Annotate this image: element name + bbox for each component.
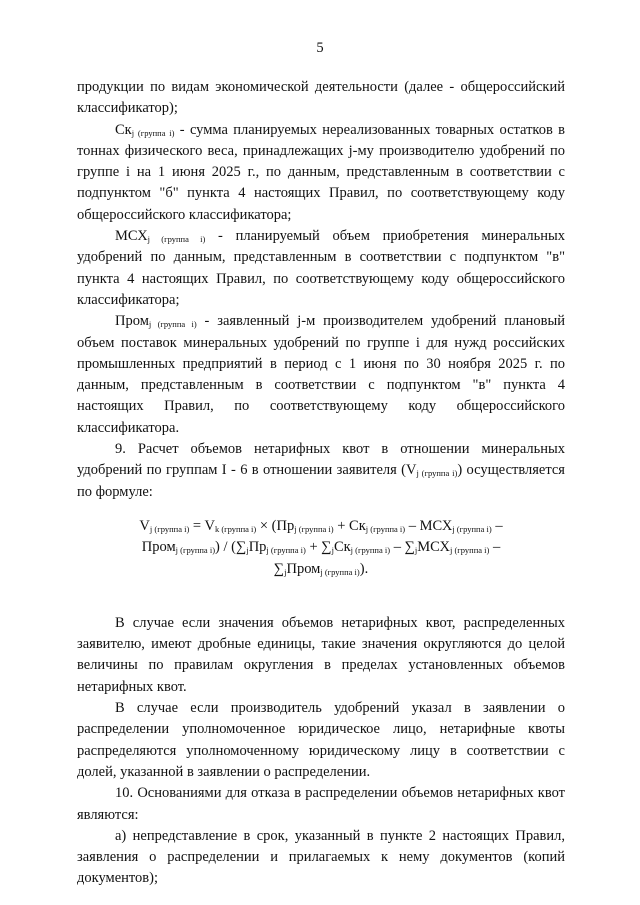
- formula-term: Пром: [141, 539, 176, 556]
- symbol-prom: Пром: [115, 313, 149, 330]
- formula-subscript: j: [414, 545, 418, 556]
- formula-term: × (Пр: [256, 517, 295, 534]
- formula-term: = V: [189, 517, 215, 534]
- formula-line-1: [77, 516, 565, 537]
- quota-formula: [77, 516, 565, 580]
- document-body: [77, 77, 565, 890]
- formula-term: –: [489, 539, 501, 556]
- formula-term: – МСХ: [405, 517, 453, 534]
- clause-text-end: ) осуществляется по формуле:: [77, 462, 565, 500]
- formula-subscript: j (группа i): [365, 523, 406, 534]
- formula-subscript: j: [331, 545, 334, 556]
- formula-term: – ∑: [390, 539, 415, 556]
- formula-subscript: j (группа i): [449, 545, 490, 556]
- formula-term: МСХ: [417, 539, 450, 556]
- definition-text: - сумма планируемых нереализованных товарных остатков в тоннах физического веса, принадлежащих j-му производителю удобрений по группе i на 1 июня 2025 г., по данным, представленным в соответствии с подпунктом "б" пункта 4 настоящих Правил, по соответствующему коду общероссийского классификатора;: [77, 121, 565, 223]
- formula-term: + Ск: [333, 517, 366, 534]
- subscript: j (группа i): [148, 319, 197, 330]
- page-number: 5: [316, 40, 324, 56]
- definition-msh: [77, 226, 565, 311]
- symbol-msh: МСХ: [115, 228, 148, 245]
- clause-10: 10. Основаниями для отказа в распределении объемов нетарифных квот являются:: [77, 785, 565, 823]
- definition-text: - заявленный j-м производителем удобрений плановый объем поставок минеральных удобрений по группе i для нужд российских промышленных предприятий в период с 1 июня по 30 ноября 2025 г. по данным, представленным в соответствии с подпунктом "в" пункта 4 настоящих Правил, по соответствующему коду общероссийского классификатора.: [77, 313, 565, 436]
- formula-term: + ∑: [305, 539, 332, 556]
- formula-term: V: [139, 517, 150, 534]
- formula-subscript: k (группа i): [214, 523, 257, 534]
- clause-text: 9. Расчет объемов нетарифных квот в отношении минеральных удобрений по группам I - 6 в отношении заявителя (V: [77, 441, 565, 479]
- formula-subscript: j (группа i): [266, 545, 306, 556]
- formula-term: Ск: [333, 539, 351, 556]
- formula-subscript: j (группа i): [294, 523, 334, 534]
- paragraph-classifier-continuation: продукции по видам экономической деятельности (далее - общероссийский классификатор);: [77, 79, 565, 117]
- definition-sk: [77, 120, 565, 226]
- clause-10-item-a: а) непредставление в срок, указанный в пункте 2 настоящих Правил, заявления о распределении и прилагаемых к нему документов (копий документов);: [77, 827, 565, 887]
- symbol-sk: Ск: [115, 121, 132, 138]
- formula-line-2: [77, 537, 565, 558]
- paragraph-authorized-entity: В случае если производитель удобрений указал в заявлении о распределении уполномоченное юридическое лицо, нетарифные квоты распределяются уполномоченному юридическому лицу в соответствии с долей, указанной в заявлении о распределении.: [77, 700, 565, 780]
- formula-term: ).: [359, 560, 369, 577]
- formula-term: ∑: [273, 560, 285, 577]
- formula-term: –: [491, 517, 503, 534]
- formula-term: Пр: [248, 539, 267, 556]
- formula-term: ) / (∑: [215, 539, 247, 556]
- formula-subscript: j (группа i): [350, 545, 391, 556]
- clause-9: [77, 439, 565, 503]
- formula-subscript: j (группа i): [452, 523, 492, 534]
- subscript: j (группа i): [416, 468, 458, 479]
- subscript: j (группа i): [131, 127, 175, 138]
- formula-subscript: j: [246, 545, 249, 556]
- formula-line-3: [77, 559, 565, 580]
- formula-subscript: j (группа i): [175, 545, 216, 556]
- definition-prom: [77, 311, 565, 439]
- formula-subscript: j (группа i): [149, 523, 190, 534]
- subscript: j (группа i): [147, 234, 206, 245]
- formula-subscript: j (группа i): [320, 566, 360, 577]
- formula-subscript: j: [284, 566, 287, 577]
- formula-term: Пром: [286, 560, 321, 577]
- definition-text: - планируемый объем приобретения минеральных удобрений по данным, представленным в соответствии с подпунктом "в" пункта 4 настоящих Правил, по соответствующему коду общероссийского классификатора;: [77, 228, 565, 308]
- paragraph-rounding: В случае если значения объемов нетарифных квот, распределенных заявителю, имеют дробные единицы, такие значения округляются до целой величины по правилам округления в пределах установленных объемов нетарифных квот.: [77, 614, 565, 695]
